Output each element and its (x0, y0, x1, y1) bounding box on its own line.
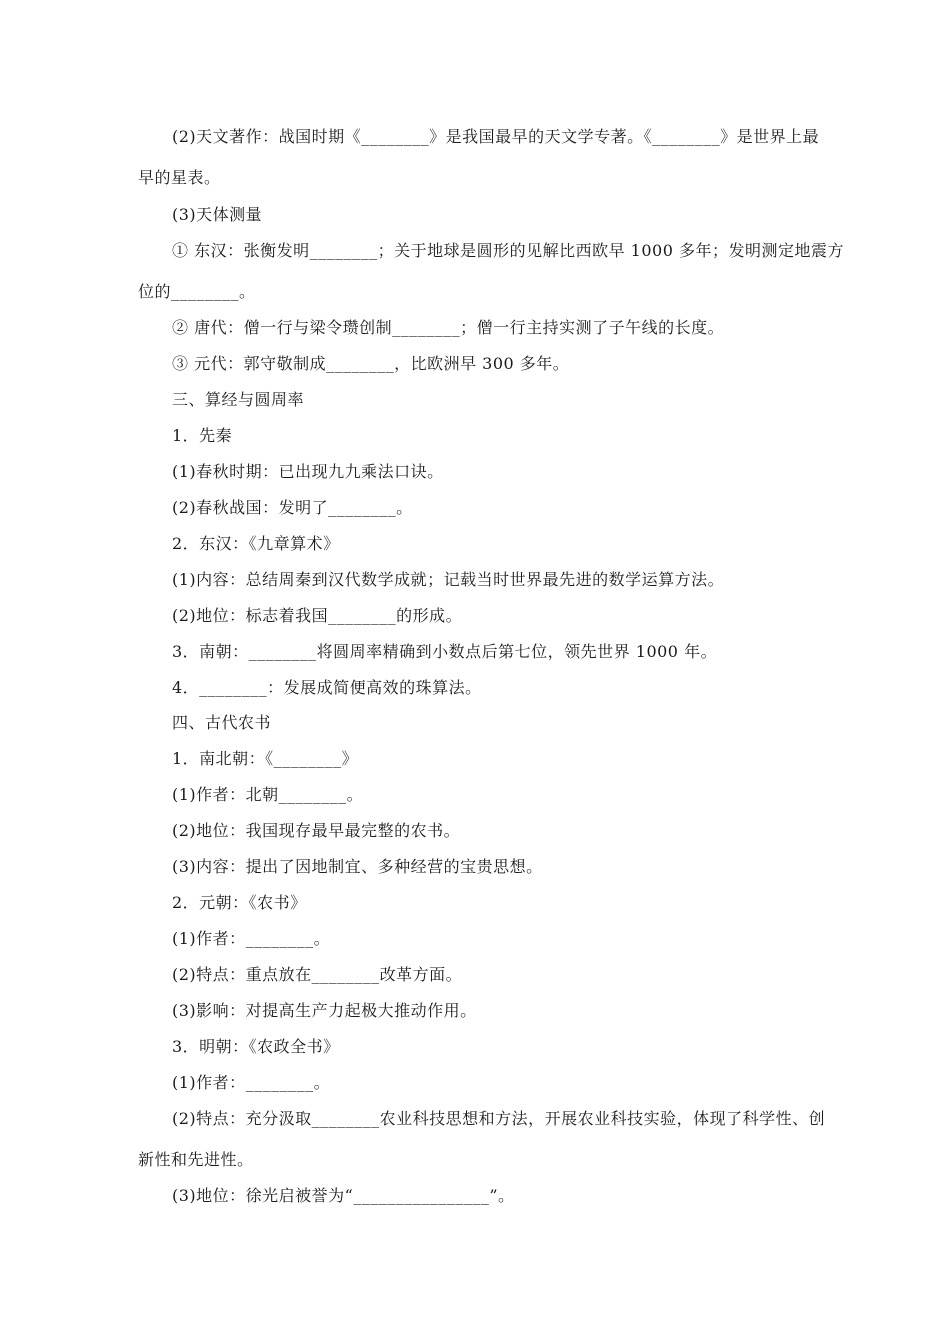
text-line: (2)特点：充分汲取________农业科技思想和方法，开展农业科技实验，体现了科学性、创 (172, 1109, 826, 1128)
text-line: (1)作者：________。 (172, 929, 331, 948)
text-line: 新性和先进性。 (138, 1150, 254, 1169)
text-line: (1)春秋时期：已出现九九乘法口诀。 (172, 462, 444, 481)
text-line: (2)地位：我国现存最早最完整的农书。 (172, 821, 461, 840)
text-line: ③ 元代：郭守敬制成________，比欧洲早 300 多年。 (172, 354, 570, 373)
section-heading: 三、算经与圆周率 (172, 390, 305, 409)
text-line: (1)内容：总结周秦到汉代数学成就；记载当时世界最先进的数学运算方法。 (172, 570, 725, 589)
text-line: 1．先秦 (172, 426, 233, 445)
text-line: (1)作者：北朝________。 (172, 785, 364, 804)
text-line: (2)特点：重点放在________改革方面。 (172, 965, 463, 984)
text-line: (3)内容：提出了因地制宜、多种经营的宝贵思想。 (172, 857, 543, 876)
text-line: (2)春秋战国：发明了________。 (172, 498, 413, 517)
text-line: 早的星表。 (138, 168, 221, 187)
text-line: ① 东汉：张衡发明________；关于地球是圆形的见解比西欧早 1000 多年；发明测定地震方 (172, 241, 844, 260)
text-line: (3)天体测量 (172, 205, 263, 224)
text-line: 2．东汉：《九章算术》 (172, 534, 340, 553)
text-line: 2．元朝：《农书》 (172, 893, 307, 912)
text-line: 3．明朝：《农政全书》 (172, 1037, 340, 1056)
section-heading: 四、古代农书 (172, 713, 272, 732)
text-line: 1．南北朝：《________》 (172, 749, 359, 768)
text-line: (2)地位：标志着我国________的形成。 (172, 606, 463, 625)
text-line: (1)作者：________。 (172, 1073, 331, 1092)
text-line: ② 唐代：僧一行与梁令瓒创制________；僧一行主持实测了子午线的长度。 (172, 318, 725, 337)
text-line: (2)天文著作：战国时期《________》是我国最早的天文学专著。《________》是世界上最 (172, 127, 820, 146)
text-line: 3．南朝：________将圆周率精确到小数点后第七位，领先世界 1000 年。 (172, 642, 718, 661)
text-line: (3)影响：对提高生产力起极大推动作用。 (172, 1001, 477, 1020)
text-line: (3)地位：徐光启被誉为“________________”。 (172, 1186, 515, 1205)
text-line: 位的________。 (138, 282, 256, 301)
text-line: 4．________：发展成简便高效的珠算法。 (172, 678, 482, 697)
